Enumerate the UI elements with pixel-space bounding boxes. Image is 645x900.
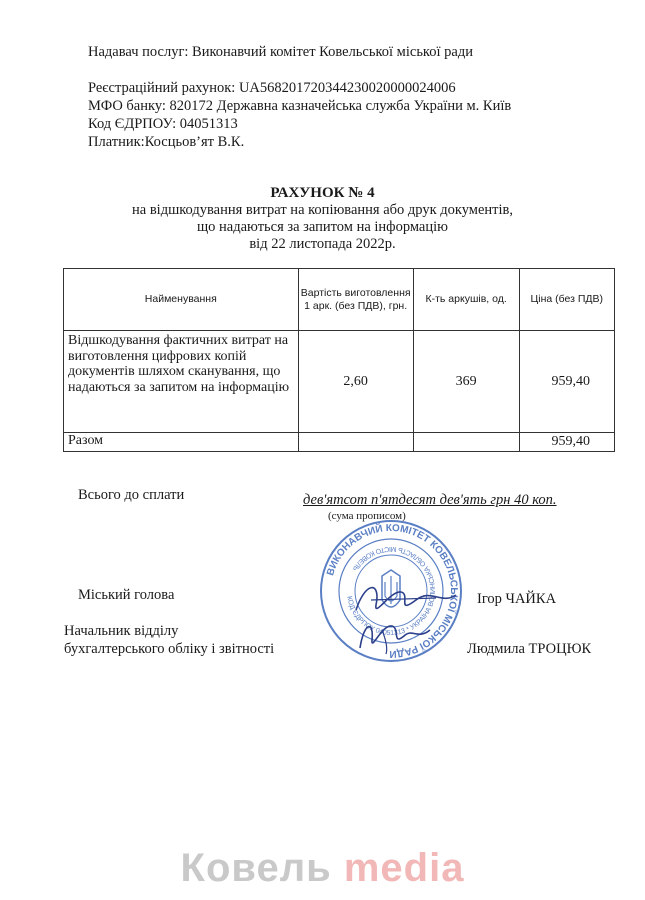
mayor-title: Міський голова xyxy=(78,587,175,603)
table-row xyxy=(64,331,615,433)
total-label: Разом xyxy=(64,433,299,452)
accountant-title-2: бухгалтерського обліку і звітності xyxy=(64,641,275,657)
mfo-line: МФО банку: 820172 Державна казначейська служба України м. Київ xyxy=(88,98,512,114)
header-name: Найменування xyxy=(64,269,299,331)
accountant-signature xyxy=(352,610,442,660)
amount-in-words: дев'ятсот п'ятдесят дев'ять грн 40 коп. xyxy=(303,492,557,508)
total-empty-2 xyxy=(413,433,519,452)
payment-label: Всього до сплати xyxy=(78,487,185,503)
invoice-date: від 22 листопада 2022р. xyxy=(249,236,396,252)
total-empty-1 xyxy=(298,433,413,452)
account-line: Реєстраційний рахунок: UA568201720344230020000024006 xyxy=(88,80,456,96)
row-unit-cost: 2,60 xyxy=(298,331,413,433)
header-sheets: К-ть аркушів, од. xyxy=(413,269,519,331)
watermark xyxy=(0,846,645,891)
invoice-subtitle-1: на відшкодування витрат на копіювання або друк документів, xyxy=(132,202,513,218)
provider-line: Надавач послуг: Виконавчий комітет Ковельської міської ради xyxy=(88,44,473,60)
accountant-title-1: Начальник відділу xyxy=(64,623,179,639)
row-name: Відшкодування фактичних витрат на виготовлення цифрових копій документів шляхом сканування, що надаються за запитом на інформацію xyxy=(64,331,299,433)
mayor-name: Ігор ЧАЙКА xyxy=(477,591,557,607)
payer-line: Платник:Косцьов’ят В.К. xyxy=(88,134,245,150)
header-price: Ціна (без ПДВ) xyxy=(519,269,614,331)
stamp-inner-text: КОД ЄДРПОУ 04051313 * УКРАЇНА ВОЛИНСЬКА ОБЛАСТЬ МІСТО КОВЕЛЬ xyxy=(345,544,438,638)
header-unit-cost: Вартість виготовлення 1 арк. (без ПДВ), грн. xyxy=(298,269,413,331)
invoice-title: РАХУНОК № 4 xyxy=(270,185,375,201)
invoice-title-block xyxy=(0,185,645,253)
accountant-name: Людмила ТРОЦЮК xyxy=(467,641,592,657)
total-value: 959,40 xyxy=(519,433,614,452)
stamp-outer-text: ВИКОНАВЧИЙ КОМІТЕТ КОВЕЛЬСЬКОЇ МІСЬКОЇ РАДИ xyxy=(325,522,460,660)
invoice-subtitle-2: що надаються за запитом на інформацію xyxy=(197,219,448,235)
table-header-row xyxy=(64,269,615,331)
total-row xyxy=(64,433,615,452)
edrpou-line: Код ЄДРПОУ: 04051313 xyxy=(88,116,238,132)
watermark-part1: Ковель xyxy=(180,846,332,890)
amount-note: (сума прописом) xyxy=(328,510,406,522)
invoice-table xyxy=(63,268,615,452)
watermark-part2: media xyxy=(343,846,465,890)
row-price: 959,40 xyxy=(519,331,614,433)
row-sheets: 369 xyxy=(413,331,519,433)
